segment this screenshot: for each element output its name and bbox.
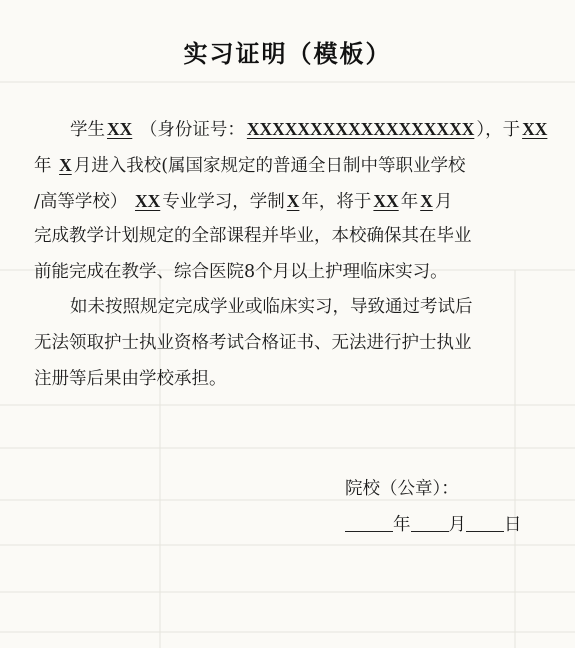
start-month-field: X bbox=[59, 155, 72, 175]
para1-line3 bbox=[34, 191, 452, 212]
day-label: 日 bbox=[504, 515, 522, 535]
para1-line1 bbox=[70, 119, 549, 140]
text: 学生 bbox=[70, 120, 105, 140]
text: 年 bbox=[400, 192, 419, 212]
id-number-field: XXXXXXXXXXXXXXXXXX bbox=[246, 119, 475, 139]
para2-line2: 无法领取护士执业资格考试合格证书、无法进行护士执业 bbox=[34, 333, 472, 353]
school-seal-label: 院校（公章）： bbox=[345, 479, 459, 499]
text: 年 bbox=[34, 156, 52, 176]
year-blank bbox=[345, 513, 393, 532]
para1-line4: 完成教学计划规定的全部课程并毕业，本校确保其在毕业 bbox=[34, 226, 472, 246]
month-label: 月 bbox=[448, 515, 466, 535]
para2-line3: 注册等后果由学校承担。 bbox=[34, 369, 227, 389]
month-blank bbox=[411, 513, 449, 532]
end-month-field: X bbox=[420, 191, 433, 211]
para2-line1: 如未按照规定完成学业或临床实习，导致通过考试后 bbox=[70, 297, 473, 317]
major-field: XX bbox=[134, 191, 161, 211]
student-name-field: XX bbox=[107, 119, 133, 139]
text: 年，将于 bbox=[301, 192, 372, 212]
text: ），于 bbox=[476, 120, 521, 140]
year-label: 年 bbox=[393, 515, 411, 535]
page-title: 实习证明（模板） bbox=[183, 39, 392, 68]
date-line bbox=[345, 513, 522, 535]
start-year-field: XX bbox=[522, 119, 548, 139]
para1-line2 bbox=[34, 155, 466, 176]
text: （身份证号： bbox=[139, 120, 245, 140]
end-year-field: XX bbox=[373, 191, 399, 211]
text: 月 bbox=[434, 192, 453, 212]
duration-field: X bbox=[286, 191, 300, 211]
day-blank bbox=[466, 513, 504, 532]
text: 月进入我校(属国家规定的普通全日制中等职业学校 bbox=[73, 156, 466, 176]
para1-line5: 前能完成在教学、综合医院8个月以上护理临床实习。 bbox=[34, 262, 448, 282]
text: /高等学校） bbox=[34, 192, 128, 212]
text: 专业学习，学制 bbox=[162, 192, 285, 212]
